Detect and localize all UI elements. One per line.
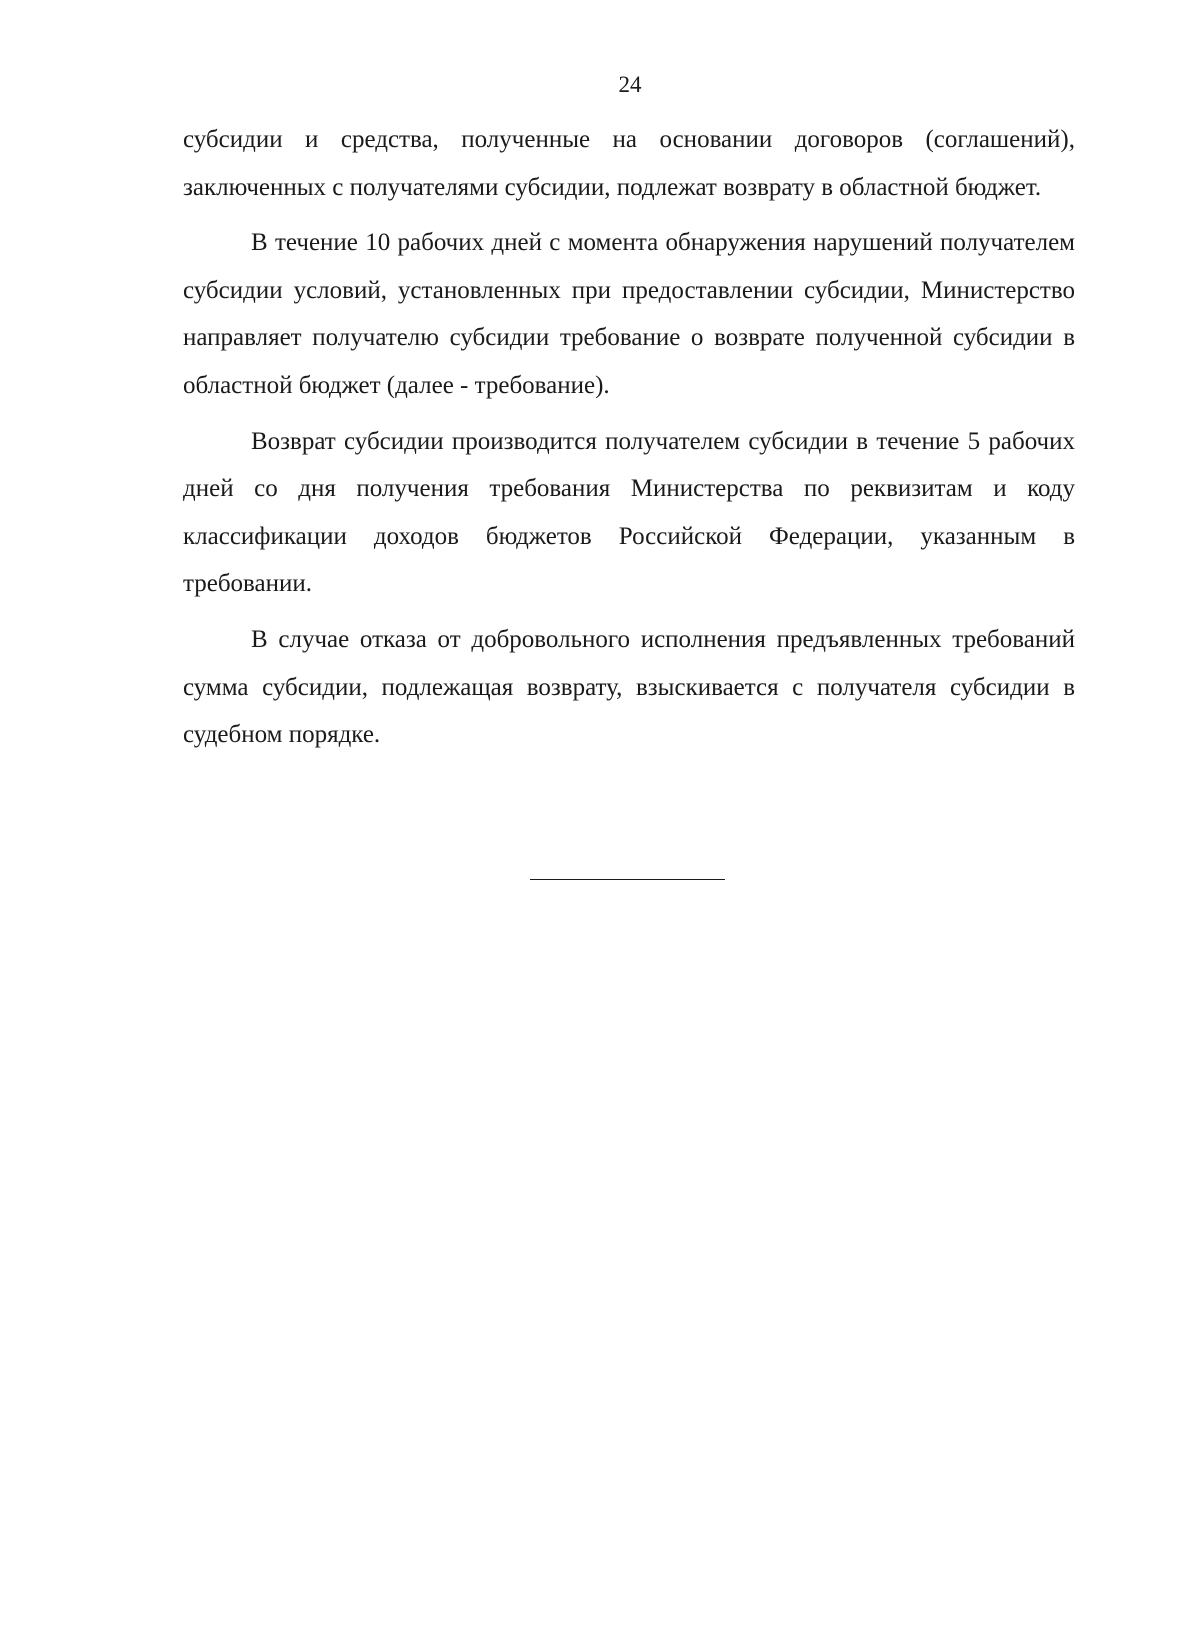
end-of-document-rule xyxy=(530,879,725,880)
paragraph-violation-notice: В течение 10 рабочих дней с момента обнаружения нарушений получателем субсидии условий, установленных при предоставлении субсидии, Министерство направляет получателю субсидии требование о возврате полученной субсидии в областной бюджет (далее - требование). xyxy=(183,229,1075,399)
page-number: 24 xyxy=(618,72,642,97)
paragraph-continuation: субсидии и средства, полученные на основании договоров (соглашений), заключенных с получателями субсидии, подлежат возврату в областной бюджет. xyxy=(183,126,1075,201)
paragraph-court-recovery: В случае отказа от добровольного исполнения предъявленных требований сумма субсидии, подлежащая возврату, взыскивается с получателя субсидии в судебном порядке. xyxy=(183,625,1075,749)
paragraph-refund-procedure: Возврат субсидии производится получателем субсидии в течение 5 рабочих дней со дня получения требования Министерства по реквизитам и коду классификации доходов бюджетов Российской Федерации, указанным в требовании. xyxy=(183,427,1075,598)
document-body xyxy=(183,116,1075,767)
